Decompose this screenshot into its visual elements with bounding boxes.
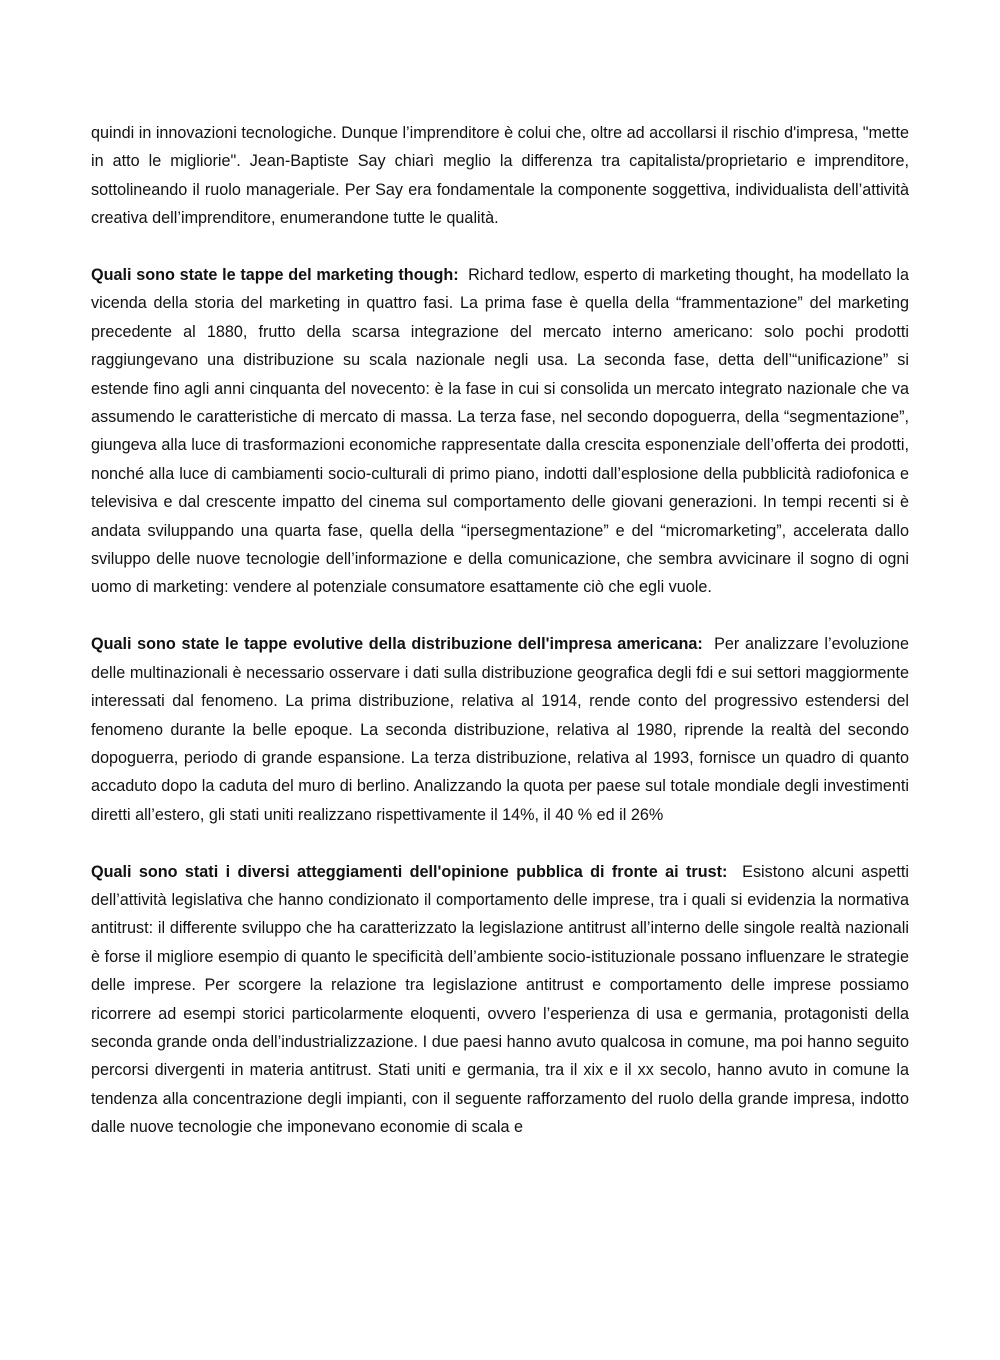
section-marketing-paragraph bbox=[91, 261, 909, 602]
section-marketing-body: Richard tedlow, esperto di marketing thought, ha modellato la vicenda della storia del marketing in quattro fasi. La prima fase è quella della “frammentazione” del marketing precedente al 1880, frutto della scarsa integrazione del mercato interno americano: solo pochi prodotti raggiungevano una distribuzione su scala nazionale negli usa. La seconda fase, detta dell’“unificazione” si estende fino agli anni cinquanta del novecento: è la fase in cui si consolida un mercato integrato nazionale che va assumendo le caratteristiche di mercato di massa. La terza fase, nel secondo dopoguerra, della “segmentazione”, giungeva alla luce di trasformazioni economiche rappresentate dalla crescita esponenziale dell’offerta dei prodotti, nonché alla luce di cambiamenti socio-culturali di primo piano, indotti dall’esplosione della pubblicità radiofonica e televisiva e dal crescente impatto del cinema sul comportamento delle giovani generazioni. In tempi recenti si è andata sviluppando una quarta fase, quella della “ipersegmentazione” e del “micromarketing”, accelerata dallo sviluppo delle nuove tecnologie dell’informazione e della comunicazione, che sembra avvicinare il sogno di ogni uomo di marketing: vendere al potenziale consumatore esattamente ciò che egli vuole. bbox=[91, 266, 910, 597]
section-distribution-body: Per analizzare l’evoluzione delle multinazionali è necessario osservare i dati sulla distribuzione geografica degli fdi e sui settori maggiormente interessati dal fenomeno. La prima distribuzione, relativa al 1914, rende conto del progressivo estendersi del fenomeno durante la belle epoque. La seconda distribuzione, relativa al 1980, riprende la realtà del secondo dopoguerra, periodo di grande espansione. La terza distribuzione, relativa al 1993, fornisce un quadro di quanto accaduto dopo la caduta del muro di berlino. Analizzando la quota per paese sul totale mondiale degli investimenti diretti all’estero, gli stati uniti realizzano rispettivamente il 14%, il 40 % ed il 26% bbox=[91, 635, 910, 824]
section-trust-body: Esistono alcuni aspetti dell’attività legislativa che hanno condizionato il comportamento delle imprese, tra i quali si evidenzia la normativa antitrust: il differente sviluppo che ha caratterizzato la legislazione antitrust all’interno delle singole realtà nazionali è forse il migliore esempio di quanto le specificità dell’ambiente socio-istituzionale possano influenzare le strategie delle imprese. Per scorgere la relazione tra legislazione antitrust e comportamento delle imprese possiamo ricorrere ad esempi storici particolarmente eloquenti, ovvero l’esperienza di usa e germania, protagonisti della seconda grande onda dell’industrializzazione. I due paesi hanno avuto qualcosa in comune, ma poi hanno seguito percorsi divergenti in materia antitrust. Stati uniti e germania, tra il xix e il xx secolo, hanno avuto in comune la tendenza alla concentrazione degli impianti, con il seguente rafforzamento del ruolo della grande impresa, indotto dalle nuove tecnologie che imponevano economie di scala e bbox=[91, 862, 909, 1137]
intro-paragraph: quindi in innovazioni tecnologiche. Dunque l’imprenditore è colui che, oltre ad accollarsi il rischio d'impresa, "mette in atto le migliorie". Jean-Baptiste Say chiarì meglio la differenza tra capitalista/proprietario e imprenditore, sottolineando il ruolo manageriale. Per Say era fondamentale la componente soggettiva, individualista dell’attività creativa dell’imprenditore, enumerandone tutte le qualità. bbox=[91, 124, 909, 228]
section-marketing-heading: Quali sono state le tappe del marketing though: bbox=[91, 266, 459, 285]
document-page bbox=[91, 119, 909, 1170]
section-distribution-heading: Quali sono state le tappe evolutive della distribuzione dell'impresa americana: bbox=[91, 635, 703, 654]
section-distribution-paragraph bbox=[91, 630, 909, 829]
section-trust-heading: Quali sono stati i diversi atteggiamenti dell'opinione pubblica di fronte ai trust: bbox=[91, 862, 728, 881]
section-trust-paragraph bbox=[91, 858, 909, 1142]
